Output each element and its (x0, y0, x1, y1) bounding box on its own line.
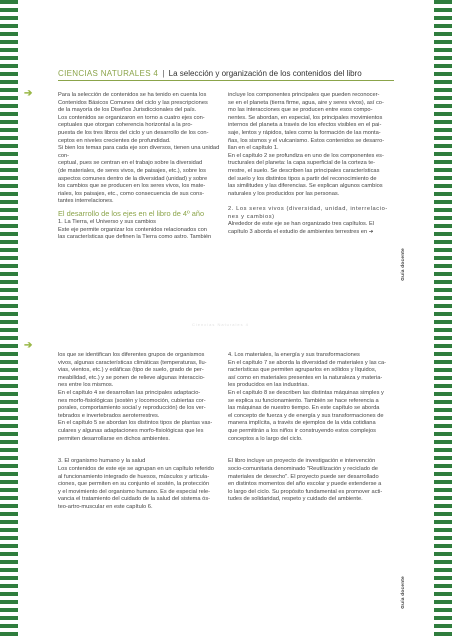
text-line: aspectos comunes dentro de la diversidad (unidad) y sobre (58, 175, 208, 182)
stripe-band (0, 544, 18, 548)
stripe-band (0, 480, 18, 484)
stripe-band (0, 408, 18, 412)
stripe-band (0, 96, 18, 100)
stripe-band (0, 16, 18, 20)
stripe-band (434, 408, 452, 412)
stripe-band (0, 264, 18, 268)
stripe-band (0, 176, 18, 180)
stripe-band (0, 184, 18, 188)
stripe-band (434, 496, 452, 500)
text-line: 4. Los materiales, la energía y sus transformaciones (228, 352, 360, 358)
text-line: las similitudes y las diferencias. Se explican algunos cambios (228, 183, 383, 190)
text-line: socio-comunitaria denominado "Reutilización y reciclado de (228, 465, 378, 472)
text-line: Si bien los temas para cada eje son diversos, tienen una unidad con- (58, 145, 220, 159)
bottom-right-column (228, 352, 396, 504)
text-line: Este eje permite organizar los contenidos relacionados con (58, 226, 207, 233)
stripe-band (434, 608, 452, 612)
stripe-band (0, 608, 18, 612)
stripe-band (0, 368, 18, 372)
stripe-band (434, 352, 452, 356)
stripe-band (434, 272, 452, 276)
text-line: 2. Los seres vivos (diversidad, unidad, interrelacio- (228, 205, 388, 212)
text-line: Para la selección de contenidos se ha tenido en cuenta los (58, 92, 207, 98)
bottom-left-column (58, 352, 224, 511)
stripe-band (434, 432, 452, 436)
stripe-band (0, 8, 18, 12)
text-line: En el capítulo 4 se desarrollan las principales adaptacio- (58, 389, 201, 396)
stripe-band (434, 472, 452, 476)
text-line: 1. La Tierra, el Universo y sus cambios (58, 218, 156, 225)
stripe-band (434, 72, 452, 76)
stripe-band (434, 160, 452, 164)
text-line: tructurales del planeta: la capa superficial de la corteza te- (228, 160, 376, 167)
stripe-band (0, 224, 18, 228)
text-line: nes morfo-fisiológicas (sostén y locomoción, cubiertas cor- (58, 397, 206, 404)
stripe-band (434, 368, 452, 372)
side-label: Guía docente (400, 576, 405, 609)
stripe-band (0, 200, 18, 204)
left-stripe-border (0, 0, 18, 640)
text-line: del suelo y los distintos tipos a partir del reconocimiento de (228, 175, 377, 182)
top-right-column (228, 92, 396, 236)
text-line: tebrados e invertebrados aeroterrestres. (58, 412, 160, 419)
stripe-band (0, 400, 18, 404)
text-line: en distintos momentos del año escolar y puede extenderse a (228, 481, 382, 488)
stripe-band (0, 568, 18, 572)
text-line: ceptual, pues se centran en el trabajo sobre la diversidad (58, 160, 203, 167)
stripe-band (434, 520, 452, 524)
text-line: meabilidad, etc.) y se ponen de relieve algunas interaccio- (58, 374, 205, 381)
text-line: riales, los paisajes, etc., como consecuencia de sus cons- (58, 190, 205, 197)
stripe-band (0, 56, 18, 60)
stripe-band (434, 136, 452, 140)
text-line: vias, vientos, etc.) y edáficas (tipo de suelo, grado de per- (58, 367, 204, 374)
header-rule (58, 80, 394, 81)
text-line: vivos, algunas características climáticas (temperaturas, llu- (58, 359, 207, 366)
stripe-band (0, 248, 18, 252)
text-line: les producidos en las industrias. (228, 382, 309, 389)
text-line: nes y cambios) (228, 213, 275, 220)
stripe-band (434, 424, 452, 428)
stripe-band (434, 584, 452, 588)
stripe-band (0, 296, 18, 300)
stripe-band (0, 344, 18, 348)
text-line: racterísticas que permiten agruparlos en sólidos y líquidos, (228, 367, 377, 374)
text-line: capítulo 3 aborda el estudio de ambientes terrestres en ➔ (228, 228, 374, 235)
stripe-band (434, 248, 452, 252)
stripe-band (0, 616, 18, 620)
stripe-band (0, 584, 18, 588)
stripe-band (434, 592, 452, 596)
stripe-band (0, 112, 18, 116)
text-line: puesta de los tres libros del ciclo y un desarrollo de los con- (58, 129, 209, 136)
stripe-band (434, 80, 452, 84)
stripe-band (0, 632, 18, 636)
stripe-band (434, 88, 452, 92)
text-line: nes entre los mismos. (58, 382, 114, 389)
text-line: vancia el tratamiento del cuidado de la salud del sistema ós- (58, 496, 211, 503)
stripe-band (434, 240, 452, 244)
text-line: mo las interacciones que se producen entre esos compo- (228, 107, 373, 114)
stripe-band (434, 40, 452, 44)
text-line: teo-artro-muscular en este capítulo 6. (58, 503, 153, 510)
stripe-band (0, 384, 18, 388)
text-line: así como en materiales presentes en la naturaleza y materia- (228, 374, 383, 381)
stripe-band (434, 384, 452, 388)
stripe-band (0, 600, 18, 604)
text-line: conceptos a lo largo del ciclo. (228, 435, 303, 442)
stripe-band (0, 128, 18, 132)
stripe-band (434, 216, 452, 220)
stripe-band (0, 328, 18, 332)
stripe-band (434, 504, 452, 508)
text-line: Alrededor de este eje se han organizado tres capítulos. El (228, 221, 375, 228)
stripe-band (434, 168, 452, 172)
stripe-band (0, 512, 18, 516)
stripe-band (0, 336, 18, 340)
stripe-band (0, 424, 18, 428)
top-left-column (58, 92, 224, 242)
stripe-band (0, 304, 18, 308)
text-line: y el movimiento del organismo humano. Es de especial rele- (58, 488, 211, 495)
text-line: al funcionamiento integrado de huesos, músculos y articula- (58, 473, 210, 480)
stripe-band (0, 160, 18, 164)
text-line: Contenidos Básicos Comunes del ciclo y las prescripciones (58, 99, 208, 106)
stripe-band (434, 288, 452, 292)
stripe-band (434, 200, 452, 204)
stripe-band (0, 80, 18, 84)
stripe-band (434, 512, 452, 516)
stripe-band (0, 144, 18, 148)
stripe-band (0, 560, 18, 564)
stripe-band (434, 96, 452, 100)
stripe-band (0, 136, 18, 140)
stripe-band (434, 224, 452, 228)
text-line: saje, lentos y rápidos, tales como la formación de las monta- (228, 129, 381, 136)
side-label: Guía docente (400, 248, 405, 281)
right-arrow-icon: ➔ (24, 88, 33, 99)
stripe-band (0, 168, 18, 172)
stripe-band (434, 8, 452, 12)
stripe-band (0, 64, 18, 68)
text-line: se en el planeta (tierra firme, agua, aire y seres vivos), así co- (228, 99, 384, 106)
stripe-band (0, 456, 18, 460)
text-line: los cambios que se producen en los seres vivos, los mate- (58, 183, 206, 190)
stripe-band (0, 520, 18, 524)
page-title: La selección y organización de los contenidos del libro (168, 69, 362, 78)
stripe-band (0, 376, 18, 380)
text-line: llan en el capítulo 1. (228, 145, 279, 152)
stripe-band (0, 72, 18, 76)
stripe-band (434, 0, 452, 4)
stripe-band (0, 192, 18, 196)
stripe-band (434, 328, 452, 332)
stripe-band (434, 360, 452, 364)
stripe-band (0, 360, 18, 364)
stripe-band (0, 48, 18, 52)
stripe-band (0, 120, 18, 124)
stripe-band (434, 24, 452, 28)
text-line: naturales y los producidos por las personas. (228, 190, 340, 197)
text-line: tantes interrelaciones. (58, 198, 114, 205)
header-separator: | (162, 69, 165, 78)
stripe-band (0, 280, 18, 284)
stripe-band (0, 536, 18, 540)
stripe-band (0, 416, 18, 420)
stripe-band (434, 400, 452, 404)
stripe-band (434, 312, 452, 316)
stripe-band (434, 32, 452, 36)
text-line: internos del planeta a través de los efectos visibles en el pai- (228, 122, 382, 129)
text-line: Los contenidos se organizaron en torno a cuatro ejes con- (58, 114, 205, 121)
text-line: incluye los componentes principales que pueden reconocer- (228, 92, 380, 98)
text-line: los que se identifican los diferentes grupos de organismos (58, 352, 205, 358)
stripe-band (434, 192, 452, 196)
stripe-band (434, 392, 452, 396)
stripe-band (434, 344, 452, 348)
section-heading: El desarrollo de los ejes en el libro de 4º año (58, 208, 205, 218)
series-title: CIENCIAS NATURALES 4 (58, 69, 159, 78)
stripe-band (0, 0, 18, 4)
stripe-band (434, 416, 452, 420)
stripe-band (434, 264, 452, 268)
text-line: ñas, los sismos y el vulcanismo. Estos contenidos se desarro- (228, 137, 385, 144)
stripe-band (434, 632, 452, 636)
stripe-band (0, 448, 18, 452)
stripe-band (434, 552, 452, 556)
text-line: permiten desarrollarse en dichos ambientes. (58, 435, 170, 442)
stripe-band (0, 392, 18, 396)
stripe-band (0, 528, 18, 532)
stripe-band (434, 48, 452, 52)
stripe-band (434, 232, 452, 236)
stripe-band (434, 336, 452, 340)
text-line: (de materiales, de seres vivos, de paisajes, etc.), sobre los (58, 167, 206, 174)
stripe-band (0, 624, 18, 628)
stripe-band (0, 352, 18, 356)
stripe-band (434, 544, 452, 548)
text-line: porales, comportamiento social y reproducción) de los ver- (58, 405, 206, 412)
stripe-band (434, 176, 452, 180)
stripe-band (0, 464, 18, 468)
stripe-band (434, 208, 452, 212)
page-header (58, 69, 362, 78)
stripe-band (0, 320, 18, 324)
right-stripe-border (434, 0, 452, 640)
text-line: materiales de desecho". El proyecto puede ser desarrollado (228, 473, 379, 480)
stripe-band (434, 376, 452, 380)
stripe-band (434, 528, 452, 532)
text-line: se explica su funcionamiento. También se hace referencia a (228, 397, 379, 404)
stripe-band (434, 128, 452, 132)
stripe-band (434, 152, 452, 156)
stripe-band (0, 576, 18, 580)
text-line: 3. El organismo humano y la salud (58, 458, 146, 465)
stripe-band (434, 560, 452, 564)
stripe-band (434, 464, 452, 468)
stripe-band (0, 88, 18, 92)
stripe-band (434, 576, 452, 580)
stripe-band (434, 320, 452, 324)
stripe-band (0, 104, 18, 108)
stripe-band (0, 488, 18, 492)
faint-running-header: Ciencias Naturales 4 (192, 322, 249, 327)
stripe-band (434, 104, 452, 108)
text-line: En el capítulo 7 se aborda la diversidad de materiales y las ca- (228, 359, 387, 366)
stripe-band (0, 440, 18, 444)
text-line: ceptos en niveles crecientes de profundidad. (58, 137, 171, 144)
stripe-band (0, 256, 18, 260)
stripe-band (0, 40, 18, 44)
stripe-band (0, 24, 18, 28)
stripe-band (0, 496, 18, 500)
text-line: rrestre, el suelo. Se describen las principales características (228, 167, 380, 174)
stripe-band (434, 624, 452, 628)
stripe-band (434, 296, 452, 300)
text-line: Los contenidos de este eje se agrupan en un capítulo referido (58, 465, 214, 472)
stripe-band (0, 312, 18, 316)
stripe-band (434, 448, 452, 452)
stripe-band (0, 152, 18, 156)
stripe-band (0, 432, 18, 436)
stripe-band (434, 64, 452, 68)
text-line: las máquinas de nuestro tiempo. En este capítulo se aborda (228, 405, 380, 412)
stripe-band (0, 504, 18, 508)
text-line: El libro incluye un proyecto de investigación e intervención (228, 458, 376, 465)
text-line: En el capítulo 5 se abordan los distintos tipos de plantas vas- (58, 420, 213, 427)
stripe-band (434, 16, 452, 20)
stripe-band (434, 120, 452, 124)
text-line: nentes. Se abordan, en especial, los principales movimientos (228, 114, 383, 121)
stripe-band (0, 272, 18, 276)
stripe-band (434, 456, 452, 460)
stripe-band (0, 208, 18, 212)
stripe-band (434, 440, 452, 444)
text-line: que permitirán a los niños ir construyendo estos complejos (228, 427, 376, 434)
text-line: manera implícita, a través de ejemplos de la vida cotidiana (228, 420, 376, 427)
stripe-band (0, 232, 18, 236)
text-line: las características que definen la Tierra como astro. También (58, 234, 212, 241)
stripe-band (0, 32, 18, 36)
stripe-band (0, 592, 18, 596)
stripe-band (434, 600, 452, 604)
stripe-band (434, 280, 452, 284)
stripe-band (434, 56, 452, 60)
stripe-band (0, 552, 18, 556)
stripe-band (434, 256, 452, 260)
stripe-band (0, 240, 18, 244)
stripe-band (434, 536, 452, 540)
text-line: el concepto de fuerza y de energía y sus transformaciones de (228, 412, 384, 419)
stripe-band (0, 288, 18, 292)
right-arrow-icon: ➔ (24, 340, 33, 351)
stripe-band (0, 216, 18, 220)
stripe-band (434, 568, 452, 572)
text-line: culares y algunas adaptaciones morfo-fisiológicas que les (58, 427, 204, 434)
text-line: de la mayoría de los Diseños Jurisdiccionales del país. (58, 107, 197, 114)
text-line: tudes de solidaridad, respeto y cuidado del ambiente. (228, 496, 363, 503)
text-line: ceptuales que otorgan coherencia horizontal a la pro- (58, 122, 193, 129)
stripe-band (434, 304, 452, 308)
text-line: ciones, que permiten en su conjunto el sostén, la protección (58, 481, 210, 488)
stripe-band (434, 144, 452, 148)
text-line: lo largo del ciclo. Su propósito fundamental es promover acti- (228, 488, 383, 495)
stripe-band (0, 472, 18, 476)
stripe-band (434, 184, 452, 188)
stripe-band (434, 488, 452, 492)
stripe-band (434, 616, 452, 620)
stripe-band (434, 112, 452, 116)
stripe-band (434, 480, 452, 484)
text-line: En el capítulo 2 se profundiza en uno de los componentes es- (228, 152, 384, 159)
text-line: En el capítulo 8 se describen las distintas máquinas simples y (228, 389, 384, 396)
